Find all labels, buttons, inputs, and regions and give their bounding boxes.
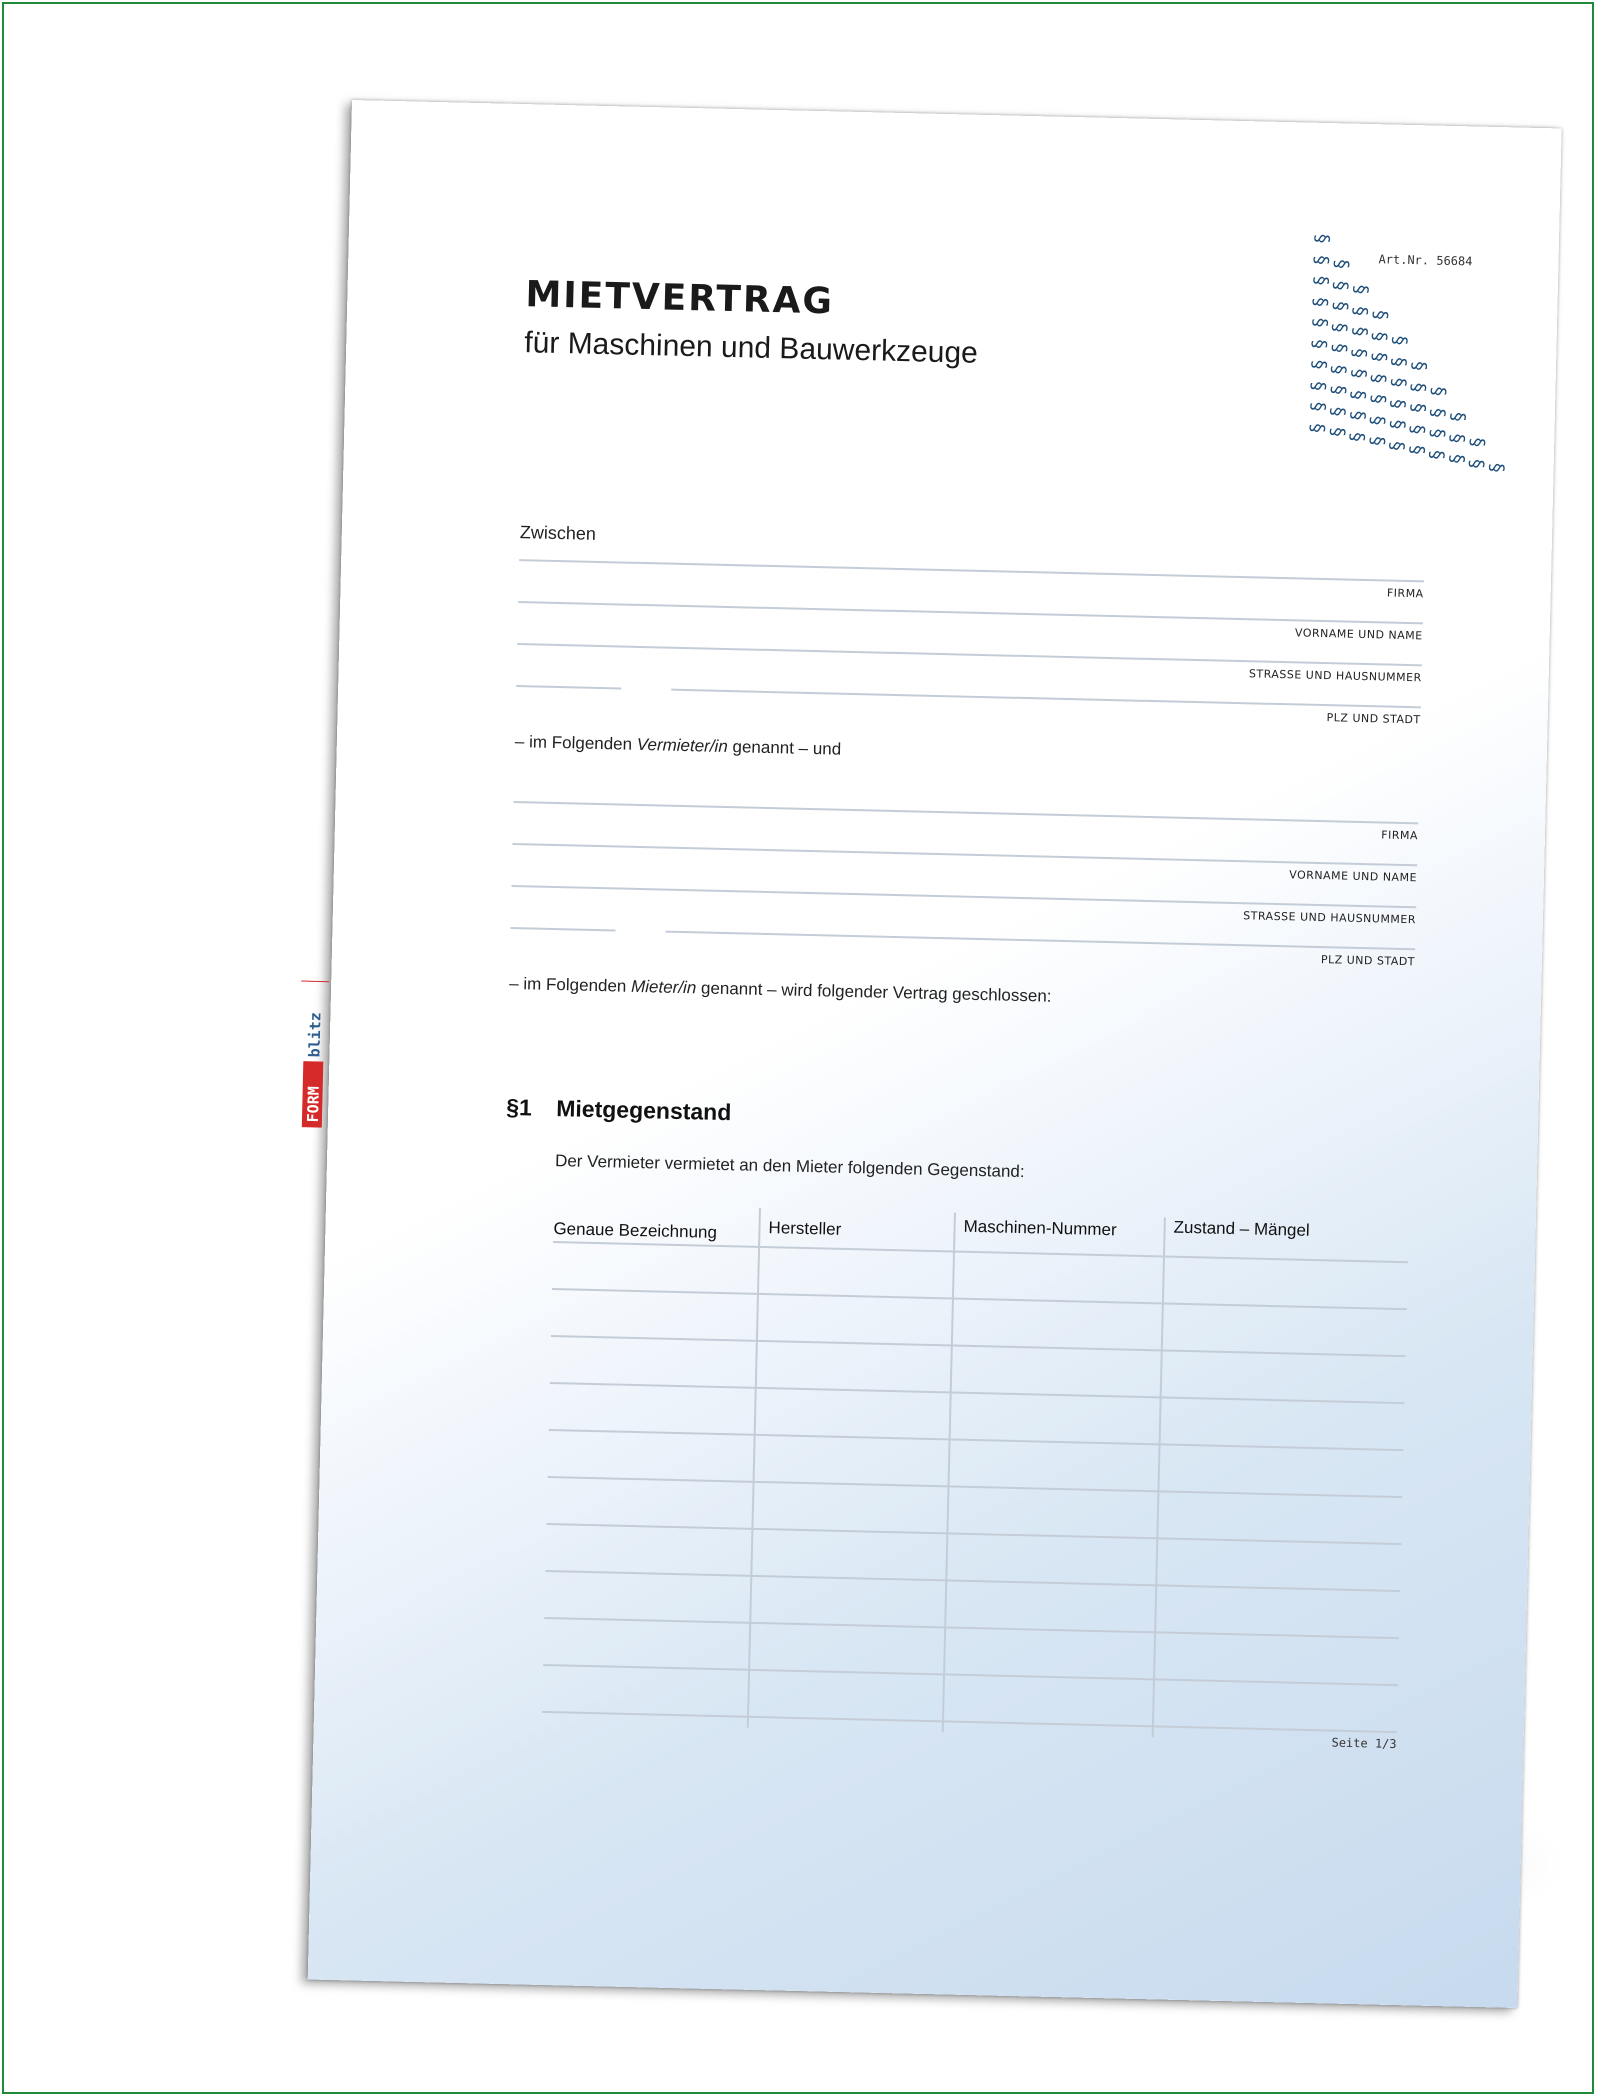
table-row-line	[553, 1241, 1408, 1263]
table-row[interactable]	[543, 1664, 1398, 1686]
article-number: Art.Nr. 56684	[1378, 252, 1473, 269]
ornament-glyph: §	[1308, 317, 1332, 328]
ornament-glyph: §	[1309, 297, 1332, 308]
ornament-glyph: §	[1308, 339, 1331, 350]
ornament-glyph: §	[1328, 343, 1351, 354]
ornament-glyph: §	[1326, 427, 1349, 438]
ornament-glyph: §	[1425, 449, 1449, 460]
tenant-street-field[interactable]	[512, 885, 1417, 908]
ornament-glyph: §	[1388, 356, 1411, 368]
ornament-glyph: §	[1367, 373, 1390, 384]
table-row[interactable]	[550, 1382, 1405, 1404]
ornament-glyph: §	[1387, 377, 1410, 388]
ornament-glyph: §	[1426, 428, 1449, 439]
ornament-glyph: §	[1387, 398, 1410, 409]
tenant-name-field[interactable]	[512, 843, 1417, 866]
ornament-glyph: §	[1329, 301, 1352, 312]
ornament-glyph: §	[1310, 233, 1334, 244]
ornament-glyph: §	[1446, 411, 1469, 422]
ornament-glyph: §	[1346, 410, 1369, 421]
ornament-glyph: §	[1366, 415, 1389, 426]
ornament-glyph: §	[1306, 423, 1329, 434]
logo-part-form: FORM	[303, 1086, 323, 1123]
ornament-glyph: §	[1347, 390, 1370, 401]
landlord-company-label: FIRMA	[1386, 586, 1424, 601]
landlord-zip-field[interactable]	[516, 685, 621, 689]
ornament-glyph: §	[1326, 406, 1350, 417]
landlord-name-label: VORNAME UND NAME	[1294, 626, 1423, 643]
section-title: Mietgegenstand	[556, 1095, 732, 1126]
logo-part-blitz: blitz	[305, 1012, 325, 1058]
ornament-glyph: §	[1307, 381, 1330, 392]
page-number: Seite 1/3	[1331, 1735, 1397, 1752]
paragraph-ornament-icon	[1304, 223, 1529, 473]
table-row[interactable]	[542, 1711, 1397, 1733]
ornament-glyph: §	[1406, 402, 1430, 413]
landlord-company-field[interactable]	[519, 559, 1424, 582]
table-row[interactable]	[552, 1288, 1407, 1310]
formblitz-logo	[298, 979, 330, 1130]
ornament-glyph: §	[1347, 368, 1370, 379]
landlord-zip-city-label: PLZ UND STADT	[1326, 711, 1421, 727]
table-header-bezeichnung: Genaue Bezeichnung	[553, 1219, 718, 1242]
landlord-name-field[interactable]	[518, 601, 1423, 624]
ornament-glyph: §	[1348, 348, 1371, 359]
ornament-glyph: §	[1349, 284, 1372, 295]
tenant-name-label: VORNAME UND NAME	[1289, 868, 1418, 885]
table-header-hersteller: Hersteller	[768, 1218, 842, 1239]
ornament-glyph: §	[1310, 255, 1333, 266]
table-header-zustand: Zustand – Mängel	[1173, 1217, 1310, 1240]
ornament-glyph: §	[1346, 432, 1369, 443]
section-text: Der Vermieter vermietet an den Mieter folgenden Gegenstand:	[554, 1151, 1025, 1182]
ornament-glyph: §	[1406, 424, 1429, 435]
table-column-divider	[747, 1208, 761, 1728]
landlord-street-label: STRASSE UND HAUSNUMMER	[1248, 667, 1422, 685]
tenant-street-label: STRASSE UND HAUSNUMMER	[1243, 909, 1417, 927]
ornament-glyph: §	[1427, 386, 1450, 397]
ornament-glyph: §	[1386, 419, 1409, 430]
landlord-role-phrase: – im Folgenden Vermieter/in genannt – und	[514, 732, 842, 759]
ornament-glyph: §	[1327, 364, 1351, 375]
ornament-glyph: §	[1328, 322, 1352, 333]
ornament-glyph: §	[1368, 352, 1391, 363]
ornament-glyph: §	[1369, 310, 1392, 321]
tenant-company-field[interactable]	[513, 801, 1418, 824]
ornament-glyph: §	[1445, 453, 1468, 464]
ornament-glyph: §	[1330, 259, 1353, 270]
ornament-glyph: §	[1407, 382, 1430, 393]
table-row[interactable]	[549, 1429, 1404, 1451]
ornament-glyph: §	[1307, 359, 1331, 370]
tenant-company-label: FIRMA	[1381, 828, 1419, 843]
ornament-glyph: §	[1367, 394, 1390, 405]
ornament-glyph: §	[1386, 440, 1409, 451]
table-row[interactable]	[548, 1476, 1403, 1498]
intro-text: Zwischen	[519, 522, 597, 544]
ornament-glyph: §	[1465, 458, 1488, 469]
document-subtitle: für Maschinen und Bauwerkzeuge	[523, 326, 979, 370]
table-row[interactable]	[546, 1523, 1401, 1545]
ornament-glyph: §	[1327, 385, 1350, 396]
ornament-glyph: §	[1388, 335, 1411, 346]
document-title: MIETVERTRAG	[524, 274, 835, 323]
ornament-glyph: §	[1306, 401, 1330, 412]
rental-items-table	[542, 1203, 1409, 1743]
tenant-role-phrase: – im Folgenden Mieter/in genannt – wird folgender Vertrag geschlossen:	[509, 973, 1052, 1006]
table-header-maschinen-nummer: Maschinen-Nummer	[963, 1216, 1117, 1240]
ornament-glyph: §	[1426, 407, 1450, 418]
ornament-glyph: §	[1329, 280, 1353, 291]
landlord-street-field[interactable]	[517, 643, 1422, 666]
section-number: §1	[506, 1093, 533, 1121]
tenant-zip-field[interactable]	[511, 927, 616, 931]
tenant-zip-city-label: PLZ UND STADT	[1320, 953, 1416, 969]
ornament-glyph: §	[1446, 433, 1469, 444]
table-row[interactable]	[551, 1335, 1406, 1357]
document-page	[303, 100, 1562, 2008]
table-row[interactable]	[544, 1617, 1399, 1639]
ornament-glyph: §	[1405, 444, 1429, 455]
ornament-glyph: §	[1466, 437, 1489, 448]
ornament-glyph: §	[1349, 306, 1372, 317]
ornament-glyph: §	[1309, 275, 1333, 286]
ornament-glyph: §	[1348, 326, 1371, 337]
ornament-glyph: §	[1366, 435, 1389, 447]
ornament-glyph: §	[1485, 462, 1508, 473]
table-row[interactable]	[545, 1570, 1400, 1592]
ornament-glyph: §	[1407, 360, 1431, 371]
table-column-divider	[1152, 1217, 1166, 1737]
ornament-glyph: §	[1368, 331, 1391, 342]
table-column-divider	[942, 1212, 956, 1732]
